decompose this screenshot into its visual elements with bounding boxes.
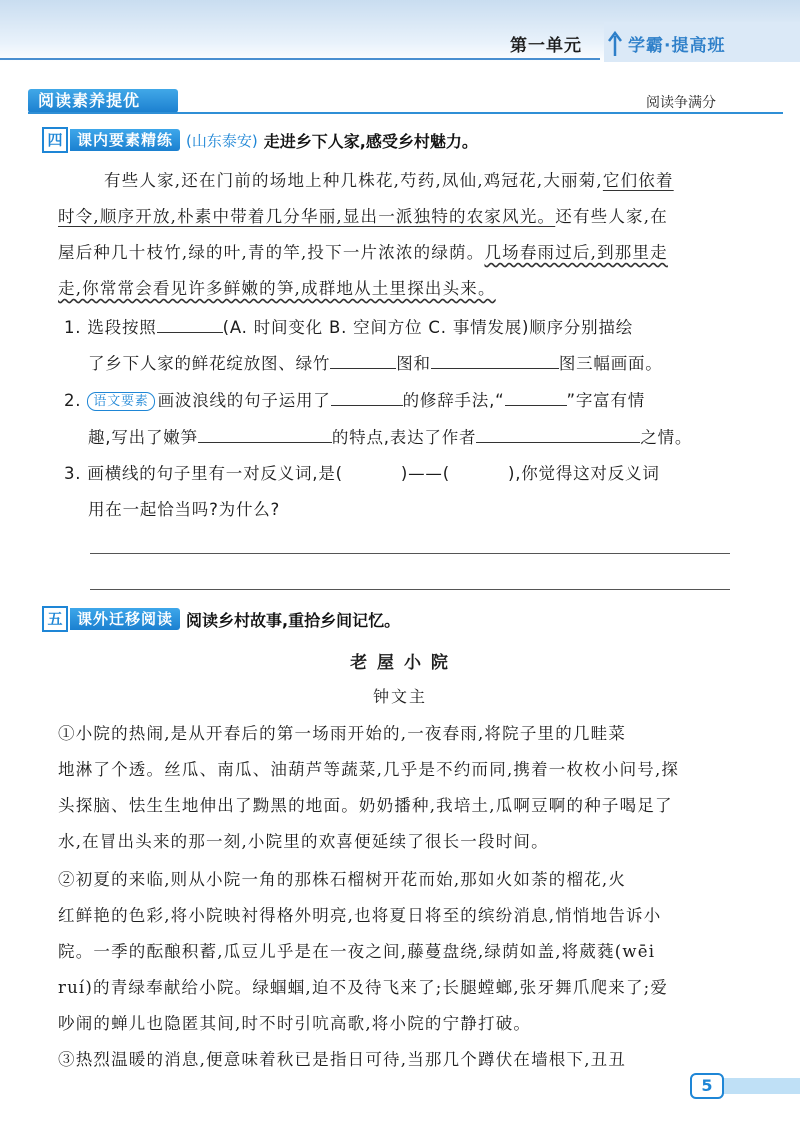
- answer-blank[interactable]: [431, 352, 559, 369]
- story-line: 红鲜艳的色彩,将小院映衬得格外明亮,也将夏日将至的缤纷消息,悄悄地告诉小: [58, 906, 662, 925]
- passage-text: 屋后种几十枝竹,绿的叶,青的竿,投下一片浓浓的绿荫。: [58, 243, 485, 262]
- answer-blank[interactable]: [331, 389, 403, 406]
- part4-label: 课内要素精练: [70, 129, 180, 151]
- part5-title: 阅读乡村故事,重拾乡间记忆。: [186, 610, 401, 630]
- story-line: 吵闹的蝉儿也隐匿其间,时不时引吭高歌,将小院的宁静打破。: [58, 1014, 532, 1033]
- part4-source: (山东泰安): [186, 131, 258, 150]
- story-author: 钟文主: [372, 687, 427, 706]
- question-text: 3. 画横线的句子里有一对反义词,是(: [64, 464, 343, 483]
- question-text: 图三幅画面。: [558, 354, 663, 373]
- section-title: 阅读素养提优: [28, 89, 178, 113]
- story-line: 院。一季的酝酿积蓄,瓜豆儿乎是在一夜之间,藤蔓盘绕,绿荫如盖,将葳蕤(wēi: [58, 942, 656, 961]
- page-number: 5: [690, 1073, 724, 1099]
- story-line: 地淋了个透。丝瓜、南瓜、油葫芦等蔬菜,几乎是不约而同,携着一枚枚小问号,探: [58, 760, 680, 779]
- answer-blank[interactable]: [157, 316, 223, 333]
- part4-number: 四: [42, 127, 68, 153]
- question-3-cont: [88, 496, 280, 520]
- story-line: ①小院的热闹,是从开春后的第一场雨开始的,一夜春雨,将院子里的几畦菜: [58, 724, 627, 743]
- story-title: 老 屋 小 院: [350, 653, 450, 673]
- passage-text: 还有些人家,在: [555, 207, 668, 226]
- brand-title: 学霸·提高班: [628, 36, 726, 56]
- passage-line: [104, 167, 674, 191]
- section-rule: [28, 112, 783, 114]
- question-3: [64, 460, 660, 484]
- chinese-element-tag: 语文要素: [87, 392, 154, 411]
- story-line: ②初夏的来临,则从小院一角的那株石榴树开花而始,那如火如荼的榴花,火: [58, 870, 627, 889]
- question-2-cont: [88, 424, 692, 448]
- question-text: 2.: [64, 391, 88, 410]
- underlined-text: 时令,顺序开放,朴素中带着几分华丽,显出一派独特的农家风光。: [58, 207, 556, 226]
- passage-line: [58, 203, 668, 227]
- unit-label: 第一单元: [510, 36, 582, 56]
- answer-blank[interactable]: [505, 389, 567, 406]
- question-2: [64, 387, 645, 411]
- story-line: ruí)的青绿奉献给小院。绿蝈蝈,迫不及待飞来了;长腿螳螂,张牙舞爪爬来了;爱: [58, 978, 669, 997]
- story-line: 头探脑、怯生生地伸出了黝黑的地面。奶奶播种,我培土,瓜啊豆啊的种子喝足了: [58, 796, 673, 815]
- passage-text: 有些人家,还在门前的场地上种几株花,芍药,凤仙,鸡冠花,大丽菊,: [104, 171, 603, 190]
- answer-blank[interactable]: [476, 426, 640, 443]
- part4-header: [42, 128, 478, 152]
- question-text: 趣,写出了嫩笋: [88, 428, 198, 447]
- question-text: 的特点,表达了作者: [331, 428, 477, 447]
- answer-line[interactable]: [90, 553, 730, 554]
- question-text: 画波浪线的句子运用了: [157, 391, 331, 410]
- question-1-cont: [88, 350, 663, 374]
- page-number-bar: [722, 1078, 800, 1094]
- part5-label: 课外迁移阅读: [70, 608, 180, 630]
- section-subtitle: 阅读争满分: [646, 95, 716, 111]
- question-text: 1. 选段按照: [64, 318, 157, 337]
- wavy-underlined-text: 走,你常常会看见许多鲜嫩的笋,成群地从土里探出头来。: [58, 279, 496, 298]
- passage-line: [58, 275, 496, 299]
- question-text: 用在一起恰当吗?为什么?: [88, 500, 281, 519]
- question-text: ),你觉得这对反义词: [507, 464, 660, 483]
- question-1: [64, 314, 633, 338]
- question-text: 的修辞手法,“: [402, 391, 505, 410]
- underlined-text: 它们依着: [602, 171, 674, 190]
- arrow-up-icon: [606, 30, 624, 58]
- passage-line: [58, 239, 668, 263]
- question-text: )——(: [400, 464, 450, 483]
- story-line: ③热烈温暖的消息,便意味着秋已是指日可待,当那几个蹲伏在墙根下,丑丑: [58, 1050, 627, 1069]
- question-text: (A. 时间变化 B. 空间方位 C. 事情发展)顺序分别描绘: [222, 318, 634, 337]
- question-text: 了乡下人家的鲜花绽放图、绿竹: [88, 354, 331, 373]
- question-text: ”字富有情: [566, 391, 646, 410]
- header-rule: [0, 58, 600, 60]
- answer-line[interactable]: [90, 589, 730, 590]
- answer-blank[interactable]: [330, 352, 396, 369]
- answer-blank[interactable]: [198, 426, 332, 443]
- part5-number: 五: [42, 606, 68, 632]
- part5-header: [42, 607, 400, 631]
- story-line: 水,在冒出头来的那一刻,小院里的欢喜便延续了很长一段时间。: [58, 832, 549, 851]
- wavy-underlined-text: 几场春雨过后,到那里走: [484, 243, 668, 262]
- part4-title: 走进乡下人家,感受乡村魅力。: [263, 131, 478, 151]
- question-text: 图和: [396, 354, 431, 373]
- question-text: 之情。: [640, 428, 693, 447]
